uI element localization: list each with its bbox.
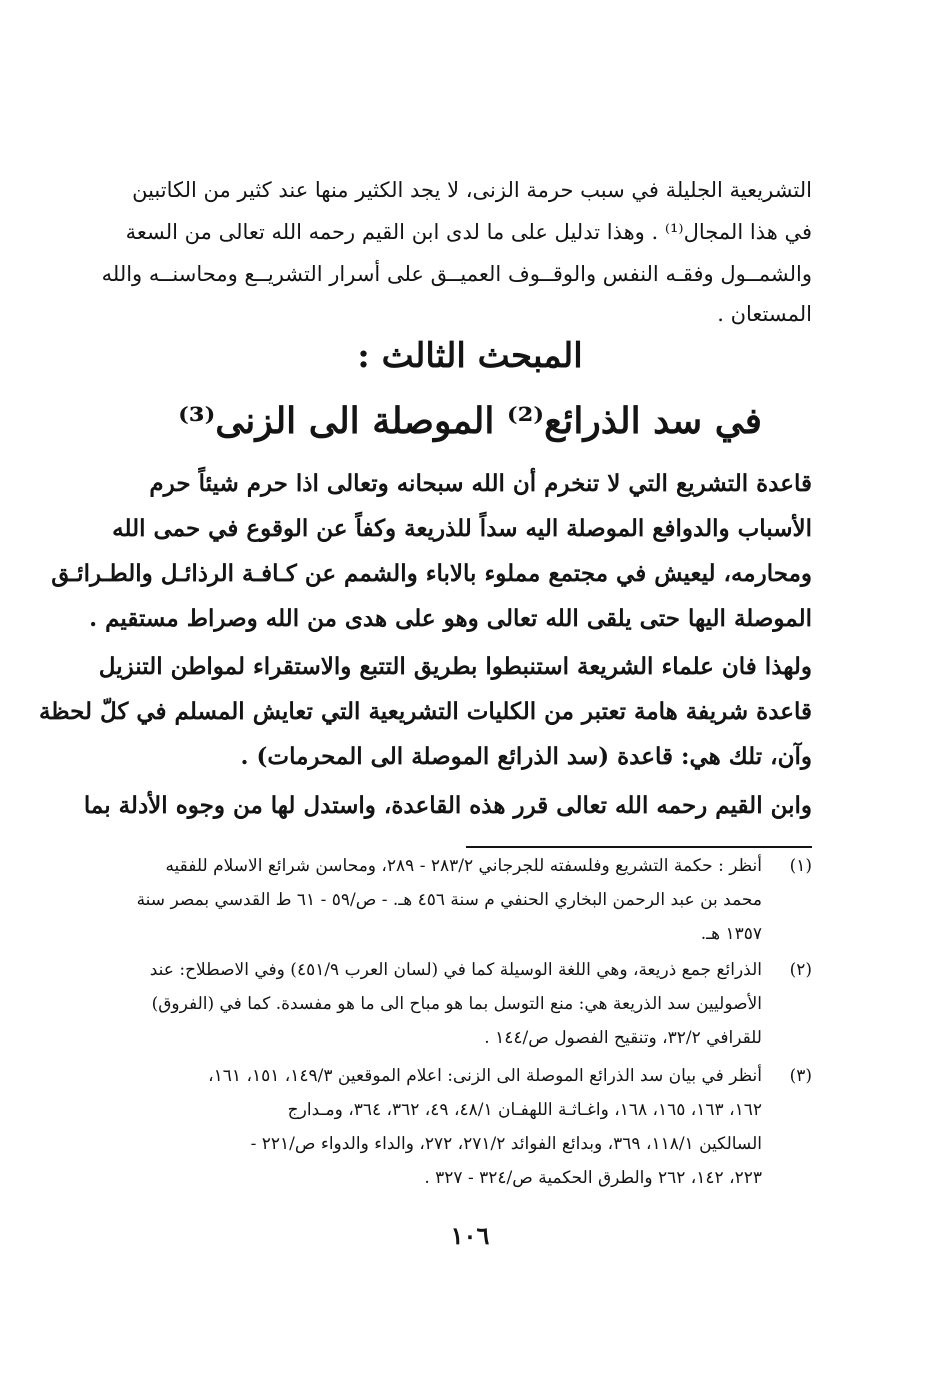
text-line: قاعدة التشريع التي لا تنخرم أن الله سبحانه وتعالى اذا حرم شيئاً حرم (149, 470, 812, 497)
text-line: التشريعية الجليلة في سبب حرمة الزنى، لا يجد الكثير منها عند كثير من الكاتبين (132, 178, 812, 202)
text-line: في هذا المجال⁽¹⁾ . وهذا تدليل على ما لدى ابن القيم رحمه الله تعالى من السعة (125, 220, 812, 244)
footnote-separator (466, 846, 812, 848)
footnote-marker: (١) (789, 856, 812, 876)
footnote-line: محمد بن عبد الرحمن البخاري الحنفي م سنة ٤٥٦ هـ. - ص/٥٩ - ٦١ ط القدسي بمصر سنة (136, 890, 762, 910)
text-line: ومحارمه، ليعيش في مجتمع مملوء بالاباء والشمم عن كـافـة الرذائـل والطـرائـق (51, 560, 812, 587)
footnote-line: ١٣٥٧ هـ. (700, 924, 762, 944)
footnote-line: للقرافي ٣٢/٢، وتنقيح الفصول ص/١٤٤ . (484, 1028, 762, 1048)
footnote-marker: (٢) (789, 960, 812, 980)
footnote-line: ٢٢٣، ١٤٢، ٢٦٢ والطرق الحكمية ص/٣٢٤ - ٣٢٧ . (424, 1168, 762, 1188)
section-subheading: في سد الذرائع⁽²⁾ الموصلة الى الزنى⁽³⁾ (178, 400, 762, 442)
footnote-line: ١٦٢، ١٦٣، ١٦٥، ١٦٨، واغـاثـة اللهفـان ٤٨/١، ٤٩، ٣٦٢، ٣٦٤، ومـدارج (287, 1100, 762, 1120)
text-line: وابن القيم رحمه الله تعالى قرر هذه القاعدة، واستدل لها من وجوه الأدلة بما (83, 792, 812, 819)
page-number: ١٠٦ (450, 1221, 490, 1250)
text-line: المستعان . (717, 302, 812, 326)
footnote-line: أنظر في بيان سد الذرائع الموصلة الى الزنى: اعلام الموقعين ١٤٩/٣، ١٥١، ١٦١، (208, 1066, 762, 1086)
footnote-marker: (٣) (789, 1066, 812, 1086)
text-line: ولهذا فان علماء الشريعة استنبطوا بطريق التتبع والاستقراء لمواطن التنزيل (98, 653, 812, 680)
footnote-line: أنظر : حكمة التشريع وفلسفته للجرجاني ٢٨٣/٢ - ٢٨٩، ومحاسن شرائع الاسلام للفقيه (165, 856, 762, 876)
text-line: الموصلة اليها حتى يلقى الله تعالى وهو على هدى من الله وصراط مستقيم . (89, 605, 812, 632)
footnote-line: الأصوليين سد الذريعة هي: منع التوسل بما هو مباح الى ما هو مفسدة. كما في (الفروق) (151, 994, 762, 1014)
footnote-line: الذرائع جمع ذريعة، وهي اللغة الوسيلة كما في (لسان العرب ٤٥١/٩) وفي الاصطلاح: عند (149, 960, 762, 980)
text-line: قاعدة شريفة هامة تعتبر من الكليات التشريعية التي تعايش المسلم في كلّ لحظة (38, 698, 812, 725)
text-line: والشمــول وفقـه النفس والوقــوف العميــق على أسرار التشريــع ومحاسنــه والله (101, 262, 812, 286)
section-heading: المبحث الثالث : (357, 336, 583, 376)
footnote-line: السالكين ١١٨/١، ٣٦٩، وبدائع الفوائد ٢٧١/٢، ٢٧٢، والداء والدواء ص/٢٢١ - (250, 1134, 762, 1154)
text-line: وآن، تلك هي: قاعدة (سد الذرائع الموصلة الى المحرمات) . (240, 743, 812, 770)
text-line: الأسباب والدوافع الموصلة اليه سداً للذريعة وكفاً عن الوقوع في حمى الله (112, 515, 812, 542)
